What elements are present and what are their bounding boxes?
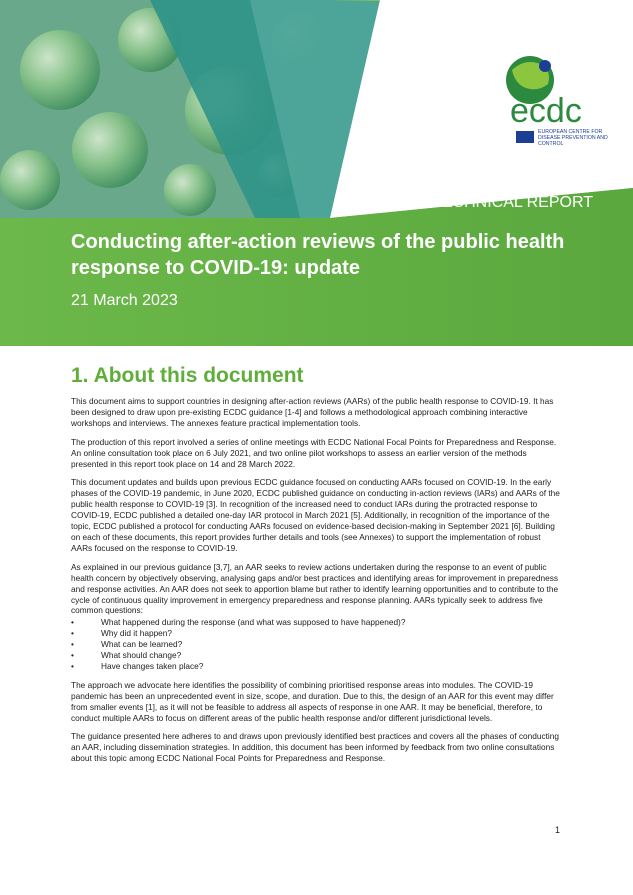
section-heading: 1. About this document: [71, 364, 304, 387]
paragraph: The production of this report involved a series of online meetings with ECDC National Focal Points for Preparedness and Response. An online consultation took place on 6 July 2021, and two online pilot workshops to assess an earlier version of the methods presented in this report took place on 14 and 28 March 2022.: [71, 436, 557, 469]
questions-list: [71, 617, 561, 672]
header-banner: [0, 0, 633, 346]
document-date: 21 March 2023: [71, 292, 178, 309]
list-item: • What should change?: [71, 650, 182, 661]
eu-flag-icon: [516, 131, 534, 143]
bullet-icon: •: [71, 617, 74, 628]
page-number: 1: [555, 825, 561, 835]
ecdc-logo-subtitle: EUROPEAN CENTRE FOR DISEASE PREVENTION AND CONTROL: [538, 129, 608, 147]
paragraph: This document updates and builds upon previous ECDC guidance focused on conducting AARs focused on COVID-19. In the early phases of the COVID-19 pandemic, in June 2020, ECDC published guidance on conducting in-action reviews (IARs) and AARs of the public health response to COVID-19 [3]. In recognition of the increased need to conduct IARs during the protracted response to COVID-19, ECDC published a detailed one-day IAR protocol in March 2021 [5]. Additionally, in recognition of the importance of the topic, ECDC published a protocol for conducting AARs focused on evidence-based decision-making in September 2021 [6]. Building on each of these documents, this report provides further details and tools (see Annexes) to support the implementation of robust AARs focused on the response to COVID-19.: [71, 477, 560, 553]
list-item: • What can be learned?: [71, 639, 183, 650]
paragraph: This document aims to support countries in designing after-action reviews (AARs) of the public health response to COVID-19. It has been designed to draw upon pre-existing ECDC guidance [1-4] and follows a methodological approach combining interactive workshops and interviews. The annexes feature practical implementation tools.: [71, 396, 554, 428]
paragraph: The approach we advocate here identifies the possibility of combining prioritised response areas into modules. The COVID-19 pandemic has been an unprecedented event in size, scope, and duration. Due to this, the design of an AAR for this event may differ from smaller events [1], as it will not be feasible to address all aspects of response in one AAR. It may be beneficial, therefore, to conduct multiple AARs to focus on different areas of the public health response and/or different jurisdictional levels.: [71, 679, 554, 723]
bullet-icon: •: [71, 650, 74, 661]
list-item: • Why did it happen?: [71, 628, 173, 639]
ecdc-logo-text: ecdc: [510, 92, 582, 130]
paragraph: The guidance presented here adheres to and draws upon previously identified best practices and covers all the phases of conducting an AAR, including dissemination strategies. In addition, this document has been informed by feedback from two online consultations about this topic among ECDC National Focal Points for Preparedness and Response.: [71, 731, 559, 764]
list-item: • What happened during the response (and what was supposed to have happened)?: [71, 617, 406, 628]
report-type: TECHNICAL REPORT: [432, 194, 593, 211]
list-item: • Have changes taken place?: [71, 660, 204, 671]
document-title: Conducting after-action reviews of the public health response to COVID-19: update: [71, 231, 565, 279]
bullet-icon: •: [71, 628, 74, 639]
bullet-icon: •: [71, 639, 74, 650]
paragraph: As explained in our previous guidance [3,7], an AAR seeks to review actions undertaken during the response to an event of public health concern by objectively observing, analysing gaps and/or best practices and identifying areas for improvement in preparedness and response activities. An AAR does not seek to apportion blame but rather to identify learning opportunities and to contribute to the cycle of continuous quality improvement in emergency preparedness and response planning. AARs typically seek to address five common questions:: [71, 561, 559, 616]
bullet-icon: •: [71, 660, 74, 671]
main-content: [71, 364, 561, 772]
